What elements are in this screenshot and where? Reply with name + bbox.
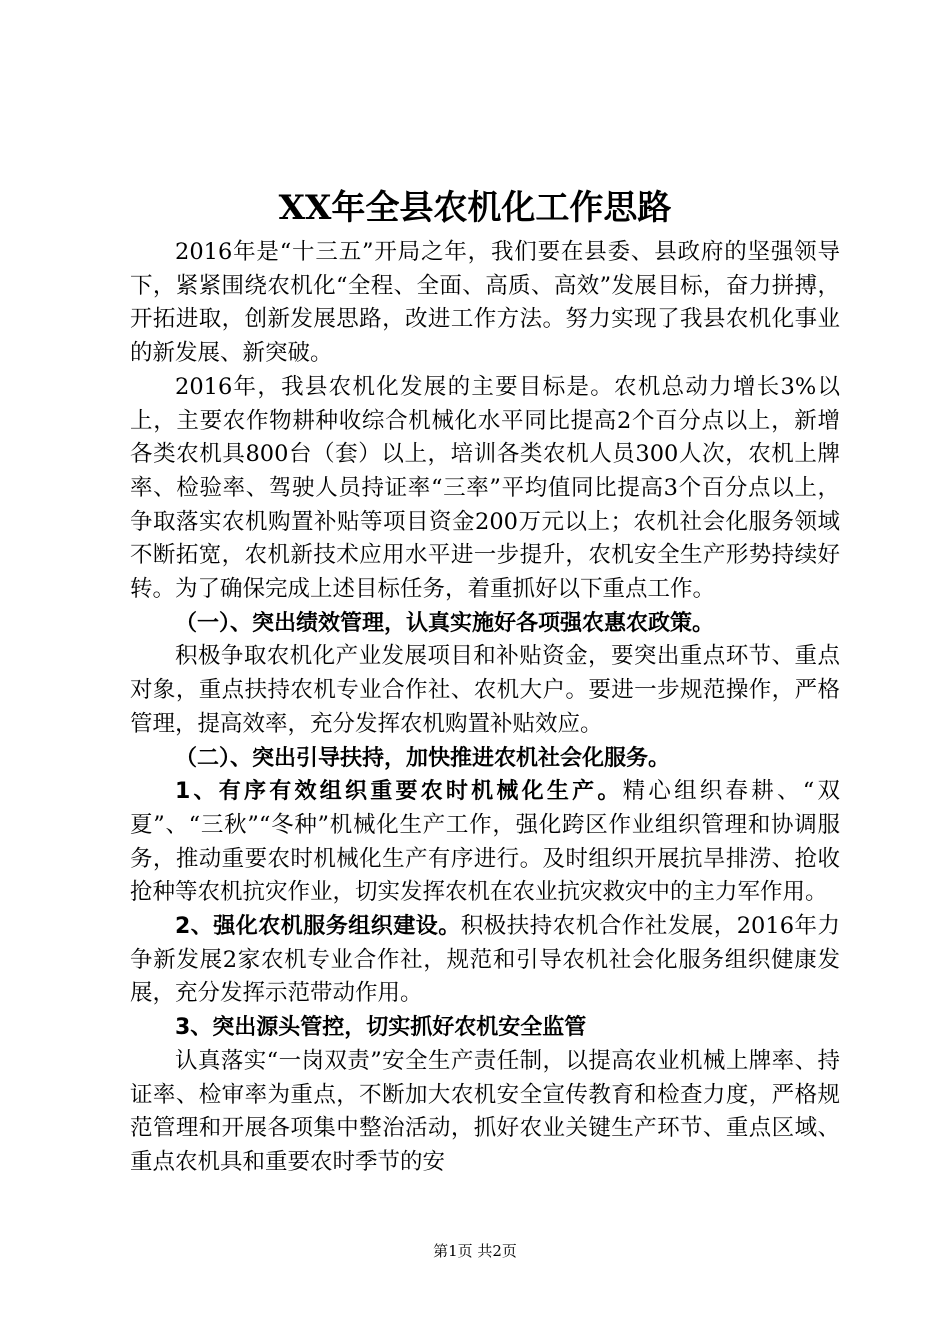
section-heading-1: （一）、突出绩效管理，认真实施好各项强农惠农政策。 [175,610,715,636]
paragraph-section-1: 积极争取农机化产业发展项目和补贴资金，要突出重点环节、重点对象，重点扶持农机专业合作社、农机大户。要进一步规范操作，严格管理，提高效率，充分发挥农机购置补贴效应。 [130,643,840,737]
paragraph-item-1 [130,775,840,910]
item-1-lead: 1、有序有效组织重要农时机械化生产。 [175,779,623,805]
item-2-lead: 2、强化农机服务组织建设。 [175,914,461,940]
item-1-text: 精心组织春耕、“双夏”、“三秋”“冬种”机械化生产工作，强化跨区作业组织管理和协调服务，推动重要农时机械化生产有序进行。及时组织开展抗旱排涝、抢收抢种等农机抗灾作业，切实发挥农机在农业抗灾救灾中的主力军作用。 [130,778,840,906]
document-body [130,236,840,1180]
section-heading-2: （二）、突出引导扶持，加快推进农机社会化服务。 [175,745,671,771]
paragraph-intro: 2016年是“十三五”开局之年，我们要在县委、县政府的坚强领导下，紧紧围绕农机化“全程、全面、高质、高效”发展目标，奋力拼搏，开拓进取，创新发展思路，改进工作方法。努力实现了我县农机化事业的新发展、新突破。 [130,239,840,367]
item-2-text: 积极扶持农机合作社发展，2016年力争新发展2家农机专业合作社，规范和引导农机社会化服务组织健康发展，充分发挥示范带动作用。 [130,913,841,1007]
paragraph-section-3: 认真落实“一岗双责”安全生产责任制，以提高农业机械上牌率、持证率、检审率为重点，不断加大农机安全宣传教育和检查力度，严格规范管理和开展各项集中整治活动，抓好农业关键生产环节、重点区域、重点农机具和重要农时季节的安 [130,1047,840,1175]
paragraph-goals: 2016年，我县农机化发展的主要目标是。农机总动力增长3%以上，主要农作物耕种收综合机械化水平同比提高2个百分点以上，新增各类农机具800台（套）以上，培训各类农机人员300人次，农机上牌率、检验率、驾驶人员持证率“三率”平均值同比提高3个百分点以上，争取落实农机购置补贴等项目资金200万元以上；农机社会化服务领域不断拓宽，农机新技术应用水平进一步提升，农机安全生产形势持续好转。为了确保完成上述目标任务，着重抓好以下重点工作。 [130,373,840,603]
page-footer: 第1页 共2页 [433,1242,517,1260]
paragraph-item-2 [130,910,840,1011]
document-title: XX年全县农机化工作思路 [278,188,672,228]
section-heading-3: 3、突出源头管控，切实抓好农机安全监管 [175,1015,587,1041]
